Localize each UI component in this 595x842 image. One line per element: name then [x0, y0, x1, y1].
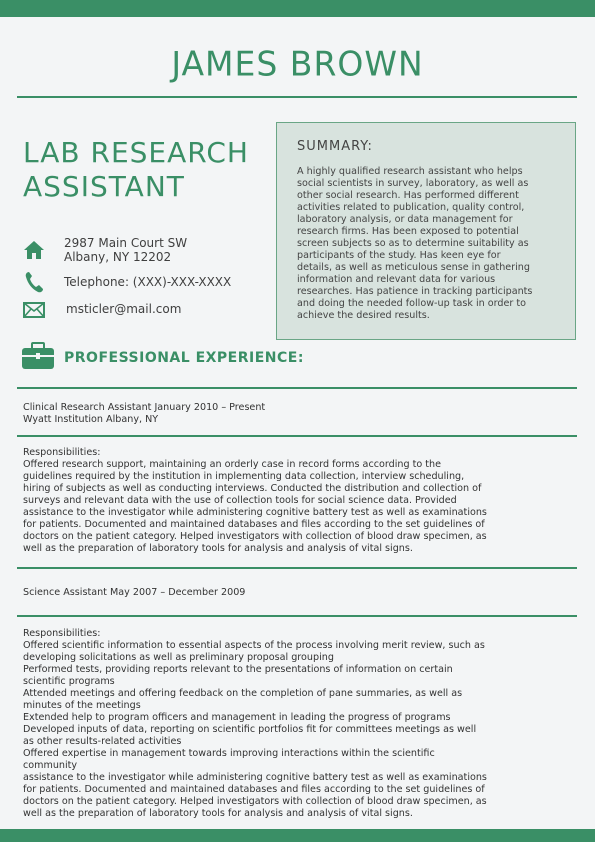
divider [17, 567, 577, 569]
summary-line: details, as well as meticulous sense in gathering [297, 262, 530, 273]
job2-responsibilities [23, 628, 563, 820]
resp-line: assistance to the investigator while administering cognitive battery test as well as examinations [23, 507, 487, 518]
resp-line: Offered expertise in management towards improving interactions within the scientific [23, 748, 435, 759]
resp-line: Offered scientific information to essential aspects of the process involving merit review, such as [23, 640, 485, 651]
telephone: Telephone: (XXX)-XXX-XXXX [64, 275, 232, 289]
resp-line: for patients. Documented and maintained databases and files according to the set guidelines of [23, 519, 485, 530]
divider [17, 435, 577, 437]
summary-line: laboratory analysis, or data management for [297, 214, 513, 225]
resp-line: surveys and relevant data with the use of collection tools for social science data. Provided [23, 495, 457, 506]
address-line: 2987 Main Court SW [64, 236, 188, 250]
resp-line: as other results-related activities [23, 736, 182, 747]
resp-line: doctors on the patient category. Helped investigators with collection of blood draw specimen, as [23, 531, 487, 542]
resp-line: minutes of the meetings [23, 700, 141, 711]
summary-line: other social research. Has performed different [297, 190, 519, 201]
resp-line: doctors on the patient category. Helped investigators with collection of blood draw specimen, as [23, 796, 487, 807]
bottom-bar [0, 829, 595, 842]
briefcase-icon [21, 342, 55, 374]
resp-line: scientific programs [23, 676, 115, 687]
divider [17, 96, 577, 98]
job2-header [23, 587, 563, 599]
job1-header [23, 402, 563, 426]
email[interactable]: msticler@mail.com [66, 302, 182, 316]
resp-line: Developed inputs of data, reporting on scientific portfolios fit for committees meetings as well [23, 724, 477, 735]
candidate-name: JAMES BROWN [171, 43, 424, 84]
job-header-line: Science Assistant May 2007 – December 2009 [23, 587, 246, 598]
divider [17, 387, 577, 389]
resp-line: assistance to the investigator while administering cognitive battery test as well as examinations [23, 772, 487, 783]
summary-line: participants of the study. Has keen eye for [297, 250, 501, 261]
divider [17, 615, 577, 617]
home-icon [22, 238, 46, 262]
resp-line: guidelines required by the institution in implementing data collection, interview scheduling, [23, 471, 465, 482]
address-row [22, 238, 46, 262]
job-header-line: Clinical Research Assistant January 2010 – Present [23, 402, 266, 413]
email-row [22, 298, 46, 322]
phone-icon [22, 270, 46, 294]
resp-line: community [23, 760, 78, 771]
address [64, 236, 187, 264]
summary-line: social scientists in survey, laboratory, as well as [297, 178, 529, 189]
top-bar [0, 0, 595, 17]
resp-line: well as the preparation of laboratory tools for analysis and analysis of vital signs. [23, 543, 413, 554]
address-line: Albany, NY 12202 [64, 250, 172, 264]
summary-line: screen subjects so as to determine suitability as [297, 238, 529, 249]
job-header-line: Wyatt Institution Albany, NY [23, 414, 159, 425]
phone-row [22, 270, 46, 294]
resp-line: Offered research support, maintaining an orderly case in record forms according to the [23, 459, 442, 470]
summary-line: research firms. Has been exposed to potential [297, 226, 519, 237]
resp-line: well as the preparation of laboratory tools for analysis and analysis of vital signs. [23, 808, 413, 819]
resp-line: for patients. Documented and maintained databases and files according to the set guidelines of [23, 784, 485, 795]
mail-icon [22, 298, 46, 322]
resp-line: Performed tests, providing reports relevant to the presentations of information on certain [23, 664, 453, 675]
summary-line: researches. Has patience in tracking participants [297, 286, 533, 297]
summary-heading: SUMMARY: [297, 139, 373, 154]
resp-line: Extended help to program officers and management in leading the progress of programs [23, 712, 451, 723]
job-title-line: ASSISTANT [23, 170, 185, 203]
job-title [23, 136, 263, 204]
resp-line: Attended meetings and offering feedback on the completion of pane summaries, as well as [23, 688, 463, 699]
job-title-line: LAB RESEARCH [23, 136, 249, 169]
experience-heading: PROFESSIONAL EXPERIENCE: [64, 350, 304, 366]
summary-text [297, 166, 559, 322]
resp-line: hiring of subjects as well as conducting interviews. Conducted the distribution and collection of [23, 483, 482, 494]
summary-line: activities related to publication, quality control, [297, 202, 525, 213]
job1-responsibilities [23, 447, 563, 555]
summary-line: A highly qualified research assistant who helps [297, 166, 523, 177]
resp-line: Responsibilities: [23, 447, 101, 458]
summary-line: information and relevant data for various [297, 274, 496, 285]
summary-box [276, 122, 576, 340]
summary-line: and doing the needed follow-up task in order to [297, 298, 527, 309]
resp-line: Responsibilities: [23, 628, 101, 639]
resp-line: developing solicitations as well as preliminary proposal grouping [23, 652, 334, 663]
summary-line: achieve the desired results. [297, 310, 430, 321]
